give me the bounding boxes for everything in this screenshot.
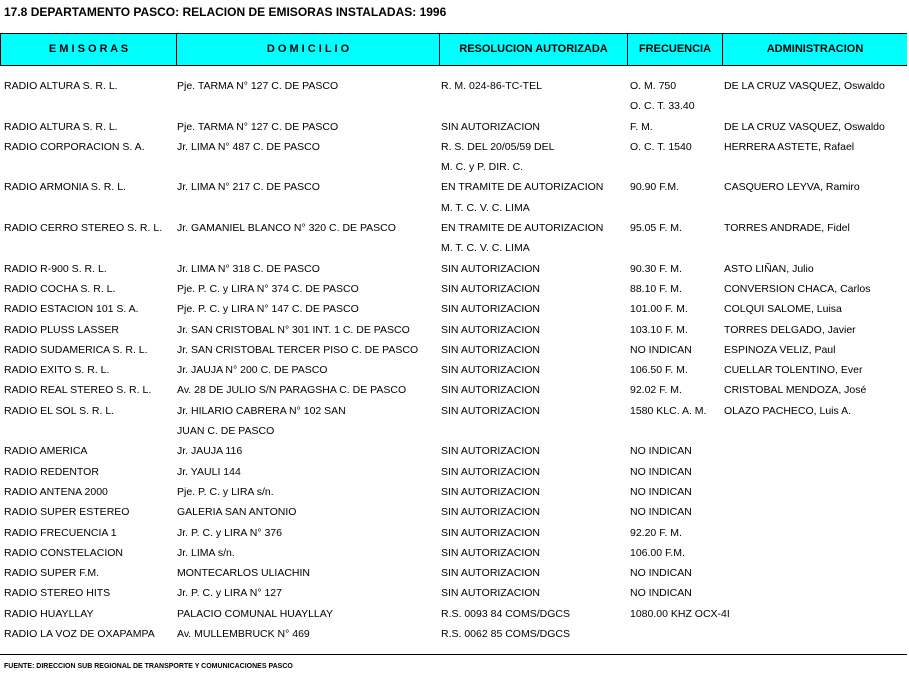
- cell-emisora: RADIO EXITO S. R. L.: [4, 364, 110, 377]
- cell-frecuencia: 106.50 F. M.: [630, 364, 688, 377]
- table-row: [0, 483, 909, 503]
- cell-frecuencia: O. C. T. 33.40: [630, 100, 695, 113]
- cell-resolucion: R.S. 0062 85 COMS/DGCS: [441, 628, 570, 641]
- cell-resolucion: SIN AUTORIZACION: [441, 485, 540, 498]
- cell-emisora: RADIO CORPORACION S. A.: [4, 140, 145, 153]
- cell-administracion: ESPINOZA VELIZ, Paul: [724, 343, 836, 356]
- table-row: [0, 77, 909, 97]
- page-title: 17.8 DEPARTAMENTO PASCO: RELACION DE EMISORAS INSTALADAS: 1996: [4, 5, 447, 19]
- cell-resolucion: EN TRAMITE DE AUTORIZACION: [441, 222, 604, 235]
- cell-emisora: RADIO ESTACION 101 S. A.: [4, 303, 139, 316]
- cell-administracion: CASQUERO LEYVA, Ramiro: [724, 181, 860, 194]
- table-row: [0, 321, 909, 341]
- table-row: [0, 463, 909, 483]
- cell-frecuencia: 1580 KLC. A. M.: [630, 404, 707, 417]
- cell-frecuencia: NO INDICAN: [630, 343, 692, 356]
- cell-administracion: HERRERA ASTETE, Rafael: [724, 140, 855, 153]
- cell-resolucion: M. T. C. V. C. LIMA: [441, 242, 530, 255]
- cell-frecuencia: 95.05 F. M.: [630, 222, 682, 235]
- cell-resolucion: EN TRAMITE DE AUTORIZACION: [441, 181, 604, 194]
- cell-frecuencia: 92.02 F. M.: [630, 384, 682, 397]
- cell-frecuencia: O. M. 750: [630, 80, 677, 92]
- cell-administracion: CUELLAR TOLENTINO, Ever: [724, 364, 863, 377]
- cell-frecuencia: NO INDICAN: [630, 465, 692, 478]
- cell-emisora: RADIO CONSTELACION: [4, 546, 124, 559]
- cell-domicilio: Jr. JAUJA 116: [177, 445, 243, 458]
- table-row: [0, 422, 909, 442]
- cell-domicilio: Jr. LIMA N° 217 C. DE PASCO: [177, 181, 320, 194]
- cell-domicilio: Av. MULLEMBRUCK N° 469: [177, 628, 310, 641]
- cell-resolucion: SIN AUTORIZACION: [441, 445, 540, 458]
- cell-domicilio: Jr. SAN CRISTOBAL TERCER PISO C. DE PASCO: [177, 343, 419, 356]
- table-row: [0, 584, 909, 604]
- footer-divider: [0, 654, 907, 655]
- cell-resolucion: R. S. DEL 20/05/59 DEL: [441, 140, 555, 153]
- table-row: [0, 178, 909, 198]
- cell-frecuencia: NO INDICAN: [630, 567, 692, 580]
- cell-frecuencia: NO INDICAN: [630, 506, 692, 519]
- table-row: [0, 544, 909, 564]
- cell-administracion: ASTO LIÑAN, Julio: [724, 262, 814, 275]
- table-row: [0, 219, 909, 239]
- table-row: [0, 625, 909, 645]
- cell-administracion: DE LA CRUZ VASQUEZ, Oswaldo: [724, 120, 885, 133]
- cell-domicilio: Jr. GAMANIEL BLANCO N° 320 C. DE PASCO: [177, 222, 396, 235]
- cell-domicilio: Jr. P. C. y LIRA N° 376: [177, 526, 282, 539]
- table-row: [0, 503, 909, 523]
- cell-domicilio: Av. 28 DE JULIO S/N PARAGSHA C. DE PASCO: [177, 384, 407, 397]
- cell-resolucion: SIN AUTORIZACION: [441, 567, 540, 580]
- cell-administracion: TORRES ANDRADE, Fidel: [724, 222, 850, 235]
- table-row: [0, 564, 909, 584]
- cell-resolucion: SIN AUTORIZACION: [441, 506, 540, 519]
- cell-emisora: RADIO R-900 S. R. L.: [4, 262, 107, 275]
- cell-domicilio: Jr. YAULI 144: [177, 465, 241, 478]
- table-row: [0, 300, 909, 320]
- cell-domicilio: Jr. JAUJA N° 200 C. DE PASCO: [177, 364, 328, 377]
- cell-domicilio: Pje. P. C. y LIRA N° 147 C. DE PASCO: [177, 303, 359, 316]
- cell-domicilio: Jr. LIMA s/n.: [177, 546, 235, 559]
- cell-emisora: RADIO REAL STEREO S. R. L.: [4, 384, 152, 397]
- table-row: [0, 280, 909, 300]
- cell-domicilio: Pje. P. C. y LIRA N° 374 C. DE PASCO: [177, 282, 359, 295]
- cell-administracion: CONVERSION CHACA, Carlos: [724, 282, 871, 295]
- cell-emisora: RADIO SUPER F.M.: [4, 567, 100, 580]
- cell-resolucion: SIN AUTORIZACION: [441, 282, 540, 295]
- table-row: [0, 442, 909, 462]
- table-row: [0, 605, 909, 625]
- cell-resolucion: R.S. 0093 84 COMS/DGCS: [441, 607, 570, 620]
- cell-domicilio: Jr. P. C. y LIRA N° 127: [177, 587, 282, 600]
- header-frecuencia: FRECUENCIA: [628, 34, 723, 65]
- cell-frecuencia: 88.10 F. M.: [630, 282, 682, 295]
- cell-emisora: RADIO ARMONIA S. R. L.: [4, 181, 126, 194]
- cell-resolucion: SIN AUTORIZACION: [441, 120, 540, 133]
- cell-emisora: RADIO ALTURA S. R. L.: [4, 80, 118, 92]
- cell-emisora: RADIO EL SOL S. R. L.: [4, 404, 115, 417]
- cell-administracion: CRISTOBAL MENDOZA, José: [724, 384, 867, 397]
- cell-emisora: RADIO HUAYLLAY: [4, 607, 94, 620]
- cell-frecuencia: 101.00 F. M.: [630, 303, 688, 316]
- source-footnote: FUENTE: DIRECCION SUB REGIONAL DE TRANSPORTE Y COMUNICACIONES PASCO: [4, 663, 293, 670]
- cell-resolucion: SIN AUTORIZACION: [441, 465, 540, 478]
- cell-domicilio: JUAN C. DE PASCO: [177, 425, 275, 438]
- header-resolucion: RESOLUCION AUTORIZADA: [440, 34, 628, 65]
- cell-emisora: RADIO LA VOZ DE OXAPAMPA: [4, 628, 155, 641]
- table-row: [0, 361, 909, 381]
- cell-domicilio: MONTECARLOS ULIACHIN: [177, 567, 311, 580]
- header-emisoras: E M I S O R A S: [0, 34, 177, 65]
- cell-emisora: RADIO ALTURA S. R. L.: [4, 120, 118, 133]
- cell-domicilio: Jr. SAN CRISTOBAL N° 301 INT. 1 C. DE PASCO: [177, 323, 410, 336]
- cell-emisora: RADIO SUDAMERICA S. R. L.: [4, 343, 148, 356]
- cell-emisora: RADIO ANTENA 2000: [4, 485, 108, 498]
- cell-resolucion: SIN AUTORIZACION: [441, 384, 540, 397]
- cell-domicilio: Pje. P. C. y LIRA s/n.: [177, 485, 274, 498]
- cell-resolucion: SIN AUTORIZACION: [441, 262, 540, 275]
- cell-domicilio: PALACIO COMUNAL HUAYLLAY: [177, 607, 333, 620]
- table-row: [0, 118, 909, 138]
- table-body: [0, 77, 909, 645]
- table-row: [0, 138, 909, 158]
- table-row: [0, 239, 909, 259]
- cell-frecuencia: 90.90 F.M.: [630, 181, 680, 194]
- table-header: [0, 33, 907, 66]
- table-row: [0, 402, 909, 422]
- cell-emisora: RADIO STEREO HITS: [4, 587, 111, 600]
- table-row: [0, 158, 909, 178]
- cell-domicilio: Jr. LIMA N° 318 C. DE PASCO: [177, 262, 320, 275]
- cell-domicilio: GALERIA SAN ANTONIO: [177, 506, 297, 519]
- cell-administracion: COLQUI SALOME, Luisa: [724, 303, 842, 316]
- cell-emisora: RADIO FRECUENCIA 1: [4, 526, 117, 539]
- cell-emisora: RADIO COCHA S. R. L.: [4, 282, 116, 295]
- cell-frecuencia: O. C. T. 1540: [630, 140, 692, 153]
- cell-frecuencia: 1080.00 KHZ OCX-4I: [630, 607, 730, 620]
- cell-emisora: RADIO REDENTOR: [4, 465, 99, 478]
- cell-emisora: RADIO SUPER ESTEREO: [4, 506, 130, 519]
- table-row: [0, 524, 909, 544]
- cell-resolucion: SIN AUTORIZACION: [441, 546, 540, 559]
- cell-domicilio: Pje. TARMA N° 127 C. DE PASCO: [177, 120, 339, 133]
- table-row: [0, 341, 909, 361]
- cell-frecuencia: 103.10 F. M.: [630, 323, 688, 336]
- cell-frecuencia: 90.30 F. M.: [630, 262, 682, 275]
- cell-resolucion: SIN AUTORIZACION: [441, 303, 540, 316]
- cell-frecuencia: NO INDICAN: [630, 587, 692, 600]
- cell-resolucion: SIN AUTORIZACION: [441, 404, 540, 417]
- cell-administracion: DE LA CRUZ VASQUEZ, Oswaldo: [724, 80, 885, 92]
- cell-frecuencia: NO INDICAN: [630, 445, 692, 458]
- cell-frecuencia: 92.20 F. M.: [630, 526, 682, 539]
- cell-resolucion: SIN AUTORIZACION: [441, 323, 540, 336]
- cell-frecuencia: F. M.: [630, 120, 653, 133]
- cell-resolucion: M. C. y P. DIR. C.: [441, 161, 524, 174]
- table-row: [0, 97, 909, 117]
- table-row: [0, 260, 909, 280]
- cell-resolucion: M. T. C. V. C. LIMA: [441, 201, 530, 214]
- cell-resolucion: R. M. 024-86-TC-TEL: [441, 80, 542, 92]
- cell-domicilio: Jr. LIMA N° 487 C. DE PASCO: [177, 140, 320, 153]
- header-domicilio: D O M I C I L I O: [177, 34, 440, 65]
- cell-resolucion: SIN AUTORIZACION: [441, 343, 540, 356]
- cell-emisora: RADIO AMERICA: [4, 445, 88, 458]
- cell-emisora: RADIO CERRO STEREO S. R. L.: [4, 222, 163, 235]
- cell-domicilio: Pje. TARMA N° 127 C. DE PASCO: [177, 80, 339, 92]
- cell-emisora: RADIO PLUSS LASSER: [4, 323, 119, 336]
- cell-administracion: TORRES DELGADO, Javier: [724, 323, 856, 336]
- cell-frecuencia: NO INDICAN: [630, 485, 692, 498]
- cell-resolucion: SIN AUTORIZACION: [441, 364, 540, 377]
- header-administracion: ADMINISTRACION: [766, 43, 864, 55]
- cell-resolucion: SIN AUTORIZACION: [441, 526, 540, 539]
- cell-resolucion: SIN AUTORIZACION: [441, 587, 540, 600]
- cell-administracion: OLAZO PACHECO, Luis A.: [724, 404, 852, 417]
- cell-frecuencia: 106.00 F.M.: [630, 546, 685, 559]
- table-row: [0, 381, 909, 401]
- table-row: [0, 199, 909, 219]
- cell-domicilio: Jr. HILARIO CABRERA N° 102 SAN: [177, 404, 346, 417]
